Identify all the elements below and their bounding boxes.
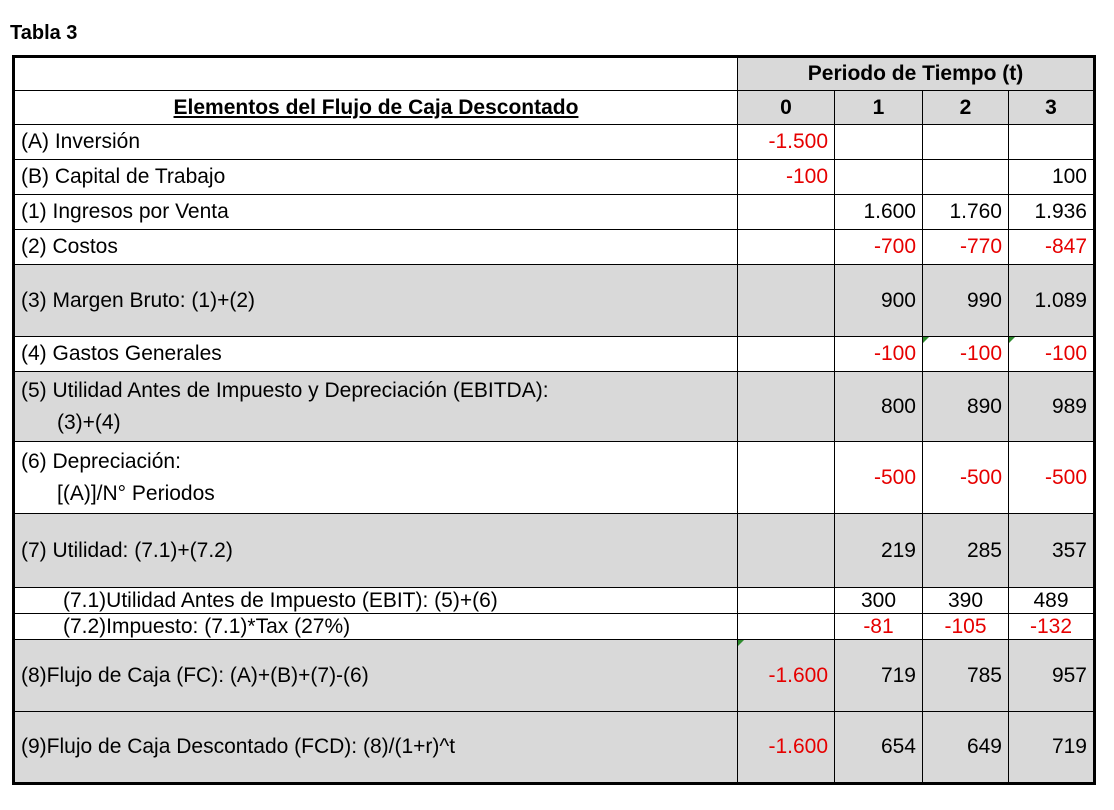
table-row [14, 125, 1095, 160]
cell-value [923, 125, 1009, 160]
table-row [14, 372, 1095, 442]
cell-value [738, 337, 835, 372]
period-2-header: 2 [923, 91, 1009, 125]
cell-value [738, 514, 835, 588]
cell-value: -1.600 [738, 640, 835, 712]
cell-value: 719 [835, 640, 923, 712]
cell-value: 989 [1009, 372, 1095, 442]
cell-value: 890 [923, 372, 1009, 442]
cell-value: -105 [923, 614, 1009, 640]
header-row-periods [14, 57, 1095, 91]
cell-value: 489 [1009, 588, 1095, 614]
cell-value: -500 [1009, 442, 1095, 514]
cell-value [738, 372, 835, 442]
table-row [14, 195, 1095, 230]
cell-value: -100 [835, 337, 923, 372]
cell-value: -132 [1009, 614, 1095, 640]
cell-value: 1.089 [1009, 265, 1095, 337]
header-blank [14, 57, 738, 91]
cell-value: -770 [923, 230, 1009, 265]
row-label: (8)Flujo de Caja (FC): (A)+(B)+(7)-(6) [14, 640, 738, 712]
cell-value: -100 [738, 160, 835, 195]
cell-value: 900 [835, 265, 923, 337]
cell-value: 300 [835, 588, 923, 614]
table-caption: Tabla 3 [10, 22, 78, 44]
cell-value: -700 [835, 230, 923, 265]
row-label: (4) Gastos Generales [14, 337, 738, 372]
row-label: (9)Flujo de Caja Descontado (FCD): (8)/(1+r)^t [14, 712, 738, 784]
row-label: (2) Costos [14, 230, 738, 265]
row-label-line2: [(A)]/N° Periodos [57, 481, 215, 505]
table-row [14, 514, 1095, 588]
table-row [14, 640, 1095, 712]
table-row [14, 265, 1095, 337]
row-label-line2: (3)+(4) [57, 410, 121, 434]
cell-value: -847 [1009, 230, 1095, 265]
row-title-header [14, 91, 738, 125]
row-label: (7.1)Utilidad Antes de Impuesto (EBIT): (5)+(6) [14, 588, 738, 614]
cell-value: -81 [835, 614, 923, 640]
period-1-header: 1 [835, 91, 923, 125]
cell-value: 357 [1009, 514, 1095, 588]
table-row [14, 712, 1095, 784]
table-row [14, 160, 1095, 195]
cell-value [738, 588, 835, 614]
cell-value: 1.936 [1009, 195, 1095, 230]
table-row [14, 614, 1095, 640]
period-group-header: Periodo de Tiempo (t) [738, 57, 1095, 91]
row-label [14, 372, 738, 442]
cell-value: 785 [923, 640, 1009, 712]
cell-value: 649 [923, 712, 1009, 784]
cell-value: -1.600 [738, 712, 835, 784]
period-3-header: 3 [1009, 91, 1095, 125]
cell-value: -500 [923, 442, 1009, 514]
row-label: (A) Inversión [14, 125, 738, 160]
cell-value [738, 614, 835, 640]
cell-value: 1.760 [923, 195, 1009, 230]
cell-value: 990 [923, 265, 1009, 337]
cell-value: 390 [923, 588, 1009, 614]
cell-value [835, 160, 923, 195]
row-label [14, 442, 738, 514]
cell-value: -1.500 [738, 125, 835, 160]
cell-value [738, 442, 835, 514]
cell-value: 285 [923, 514, 1009, 588]
row-label: (3) Margen Bruto: (1)+(2) [14, 265, 738, 337]
cell-value [738, 230, 835, 265]
cell-value [738, 195, 835, 230]
cell-value [835, 125, 923, 160]
row-title-text: Elementos del Flujo de Caja Descontado [173, 95, 579, 119]
cell-value [923, 160, 1009, 195]
cell-value: 800 [835, 372, 923, 442]
cell-value [1009, 125, 1095, 160]
cell-value: -100 [1009, 337, 1095, 372]
cell-value: -500 [835, 442, 923, 514]
table-row [14, 442, 1095, 514]
row-label-line1: (6) Depreciación: [21, 449, 181, 473]
table-row [14, 337, 1095, 372]
header-row-titles [14, 91, 1095, 125]
cell-value [738, 265, 835, 337]
row-label-line1: (5) Utilidad Antes de Impuesto y Depreciación (EBITDA): [21, 378, 549, 402]
row-label: (7) Utilidad: (7.1)+(7.2) [14, 514, 738, 588]
cell-value: 1.600 [835, 195, 923, 230]
cash-flow-table [12, 55, 1096, 785]
row-label: (B) Capital de Trabajo [14, 160, 738, 195]
cell-value: 957 [1009, 640, 1095, 712]
row-label: (7.2)Impuesto: (7.1)*Tax (27%) [14, 614, 738, 640]
period-0-header: 0 [738, 91, 835, 125]
cell-value: 654 [835, 712, 923, 784]
table-row [14, 230, 1095, 265]
cell-value: -100 [923, 337, 1009, 372]
cell-value: 719 [1009, 712, 1095, 784]
row-label: (1) Ingresos por Venta [14, 195, 738, 230]
table-row [14, 588, 1095, 614]
cell-value: 100 [1009, 160, 1095, 195]
cell-value: 219 [835, 514, 923, 588]
